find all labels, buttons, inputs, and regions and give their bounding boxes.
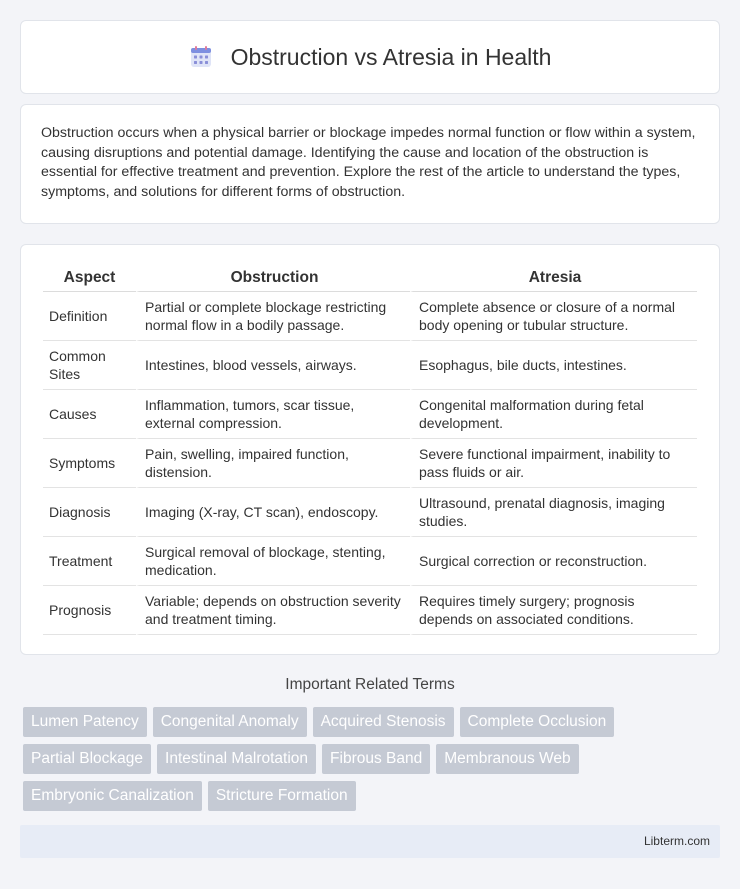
title-card <box>20 20 720 94</box>
aspect-cell: Common Sites <box>43 341 136 390</box>
column-header-obstruction: Obstruction <box>136 265 410 292</box>
related-term-tag[interactable]: Acquired Stenosis <box>313 707 454 737</box>
aspect-cell: Causes <box>43 390 136 439</box>
related-term-tag[interactable]: Complete Occlusion <box>460 707 615 737</box>
footer-site-link[interactable]: Libterm.com <box>643 834 710 848</box>
related-term-tag[interactable]: Lumen Patency <box>23 707 147 737</box>
related-term-tag[interactable]: Membranous Web <box>436 744 578 774</box>
aspect-cell: Diagnosis <box>43 488 136 537</box>
related-term-tag[interactable]: Partial Blockage <box>23 744 151 774</box>
atresia-cell: Requires timely surgery; prognosis depends on associated conditions. <box>410 586 697 635</box>
footer <box>20 825 720 858</box>
obstruction-cell: Surgical removal of blockage, stenting, medication. <box>136 537 410 586</box>
obstruction-cell: Imaging (X-ray, CT scan), endoscopy. <box>136 488 410 537</box>
comparison-table <box>43 265 697 635</box>
obstruction-cell: Variable; depends on obstruction severity and treatment timing. <box>136 586 410 635</box>
table-row <box>43 292 697 341</box>
related-term-tag[interactable]: Stricture Formation <box>208 781 356 811</box>
table-row <box>43 439 697 488</box>
related-terms-list <box>23 707 683 811</box>
related-term-tag[interactable]: Congenital Anomaly <box>153 707 307 737</box>
page-title: Obstruction vs Atresia in Health <box>230 43 552 70</box>
related-terms-heading: Important Related Terms <box>285 676 455 693</box>
table-row <box>43 537 697 586</box>
comparison-table-card <box>20 244 720 655</box>
related-term-tag[interactable]: Embryonic Canalization <box>23 781 202 811</box>
table-row <box>43 488 697 537</box>
calendar-grid-icon <box>189 45 213 69</box>
aspect-cell: Definition <box>43 292 136 341</box>
table-row <box>43 341 697 390</box>
obstruction-cell: Pain, swelling, impaired function, distension. <box>136 439 410 488</box>
related-term-tag[interactable]: Intestinal Malrotation <box>157 744 316 774</box>
table-header-row <box>43 265 697 292</box>
intro-paragraph: Obstruction occurs when a physical barrier or blockage impedes normal function or flow within a system, causing disruptions and potential damage. Identifying the cause and location of the obstruction is essential for effective treatment and prevention. Explore the rest of the article to understand the types, symptoms, and solutions for different forms of obstruction. <box>41 125 696 200</box>
atresia-cell: Ultrasound, prenatal diagnosis, imaging studies. <box>410 488 697 537</box>
atresia-cell: Surgical correction or reconstruction. <box>410 537 697 586</box>
related-term-tag[interactable]: Fibrous Band <box>322 744 430 774</box>
table-row <box>43 390 697 439</box>
table-row <box>43 586 697 635</box>
aspect-cell: Symptoms <box>43 439 136 488</box>
aspect-cell: Treatment <box>43 537 136 586</box>
column-header-atresia: Atresia <box>410 265 697 292</box>
obstruction-cell: Inflammation, tumors, scar tissue, external compression. <box>136 390 410 439</box>
intro-card <box>20 104 720 224</box>
atresia-cell: Severe functional impairment, inability to pass fluids or air. <box>410 439 697 488</box>
atresia-cell: Esophagus, bile ducts, intestines. <box>410 341 697 390</box>
obstruction-cell: Intestines, blood vessels, airways. <box>136 341 410 390</box>
column-header-aspect: Aspect <box>43 265 136 292</box>
obstruction-cell: Partial or complete blockage restricting normal flow in a bodily passage. <box>136 292 410 341</box>
atresia-cell: Complete absence or closure of a normal body opening or tubular structure. <box>410 292 697 341</box>
aspect-cell: Prognosis <box>43 586 136 635</box>
atresia-cell: Congenital malformation during fetal development. <box>410 390 697 439</box>
